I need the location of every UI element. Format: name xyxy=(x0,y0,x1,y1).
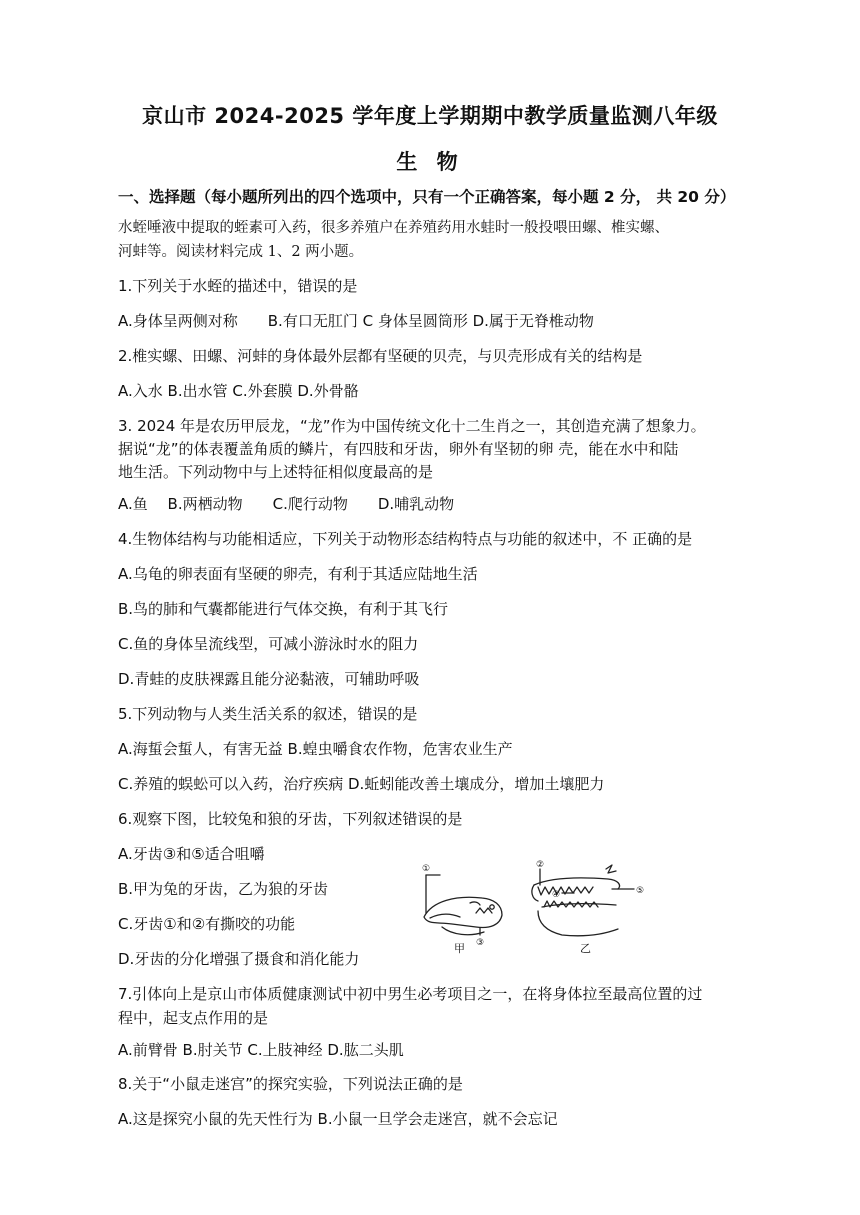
q8-stem: 8.关于“小鼠走迷宫”的探究实验，下列说法正确的是 xyxy=(118,1075,463,1093)
material-line-2: 河蚌等。阅读材料完成 1、2 两小题。 xyxy=(118,244,364,260)
figure-label-yi: 乙 xyxy=(580,942,591,955)
tooth-marker-5: ⑤ xyxy=(636,886,645,896)
tooth-marker-3: ③ xyxy=(476,938,485,948)
q3-stem-line-2: 据说“龙”的体表覆盖角质的鳞片，有四肢和牙齿，卵外有坚韧的卵 壳，能在水中和陆 xyxy=(118,440,679,458)
tooth-marker-1: ① xyxy=(422,864,431,874)
q4-option-c: C.鱼的身体呈流线型，可减小游泳时水的阻力 xyxy=(118,635,419,653)
tooth-marker-4: ④ xyxy=(552,890,561,900)
q4-option-d: D.青蛙的皮肤裸露且能分泌黏液，可辅助呼吸 xyxy=(118,670,420,688)
tooth-marker-2: ② xyxy=(536,860,545,870)
q4-stem: 4.生物体结构与功能相适应，下列关于动物形态结构特点与功能的叙述中，不 正确的是 xyxy=(118,530,693,548)
q6-option-b: B.甲为兔的牙齿，乙为狼的牙齿 xyxy=(118,880,329,898)
q8-options: A.这是探究小鼠的先天性行为 B.小鼠一旦学会走迷宫，就不会忘记 xyxy=(118,1110,558,1128)
q6-option-d: D.牙齿的分化增强了摄食和消化能力 xyxy=(118,950,360,968)
q7-stem-line-1: 7.引体向上是京山市体质健康测试中初中男生必考项目之一，在将身体拉至最高位置的过 xyxy=(118,985,703,1003)
q6-option-a: A.牙齿③和⑤适合咀嚼 xyxy=(118,845,265,863)
q7-options: A.前臂骨 B.肘关节 C.上肢神经 D.肱二头肌 xyxy=(118,1041,404,1059)
q2-stem: 2.椎实螺、田螺、河蚌的身体最外层都有坚硬的贝壳，与贝壳形成有关的结构是 xyxy=(118,347,643,365)
teeth-diagram xyxy=(412,855,652,955)
q5-options-ab: A.海蜇会蜇人，有害无益 B.蝗虫嚼食农作物，危害农业生产 xyxy=(118,740,513,758)
q6-stem: 6.观察下图，比较兔和狼的牙齿，下列叙述错误的是 xyxy=(118,810,463,828)
q3-options: A.鱼 B.两栖动物 C.爬行动物 D.哺乳动物 xyxy=(118,495,455,513)
q5-options-cd: C.养殖的蜈蚣可以入药，治疗疾病 D.蚯蚓能改善土壤成分，增加土壤肥力 xyxy=(118,775,605,793)
material-line-1: 水蛭唾液中提取的蛭素可入药，很多养殖户在养殖药用水蛙时一般投喂田螺、椎实螺、 xyxy=(118,220,669,236)
q2-options: A.入水 B.出水管 C.外套膜 D.外骨骼 xyxy=(118,382,359,400)
figure-label-jia: 甲 xyxy=(454,942,465,955)
q1-options: A.身体呈两侧对称 B.有口无肛门 C 身体呈圆筒形 D.属于无脊椎动物 xyxy=(118,312,594,330)
q4-option-b: B.鸟的肺和气囊都能进行气体交换，有利于其飞行 xyxy=(118,600,449,618)
q5-stem: 5.下列动物与人类生活关系的叙述，错误的是 xyxy=(118,705,418,723)
exam-subject: 生 物 xyxy=(396,150,464,174)
section-heading: 一、选择题（每小题所列出的四个选项中，只有一个正确答案，每小题 2 分， 共 20 分） xyxy=(118,188,736,206)
q4-option-a: A.乌龟的卵表面有坚硬的卵壳，有利于其适应陆地生活 xyxy=(118,565,478,583)
q1-stem: 1.下列关于水蛭的描述中，错误的是 xyxy=(118,277,358,295)
q6-option-c: C.牙齿①和②有撕咬的功能 xyxy=(118,915,296,933)
q7-stem-line-2: 程中，起支点作用的是 xyxy=(118,1009,269,1027)
q3-stem-line-3: 地生活。下列动物中与上述特征相似度最高的是 xyxy=(118,463,434,481)
exam-title: 京山市 2024-2025 学年度上学期期中教学质量监测八年级 xyxy=(142,104,718,128)
q3-stem-line-1: 3. 2024 年是农历甲辰龙，“龙”作为中国传统文化十二生肖之一，其创造充满了想象力。 xyxy=(118,417,706,435)
